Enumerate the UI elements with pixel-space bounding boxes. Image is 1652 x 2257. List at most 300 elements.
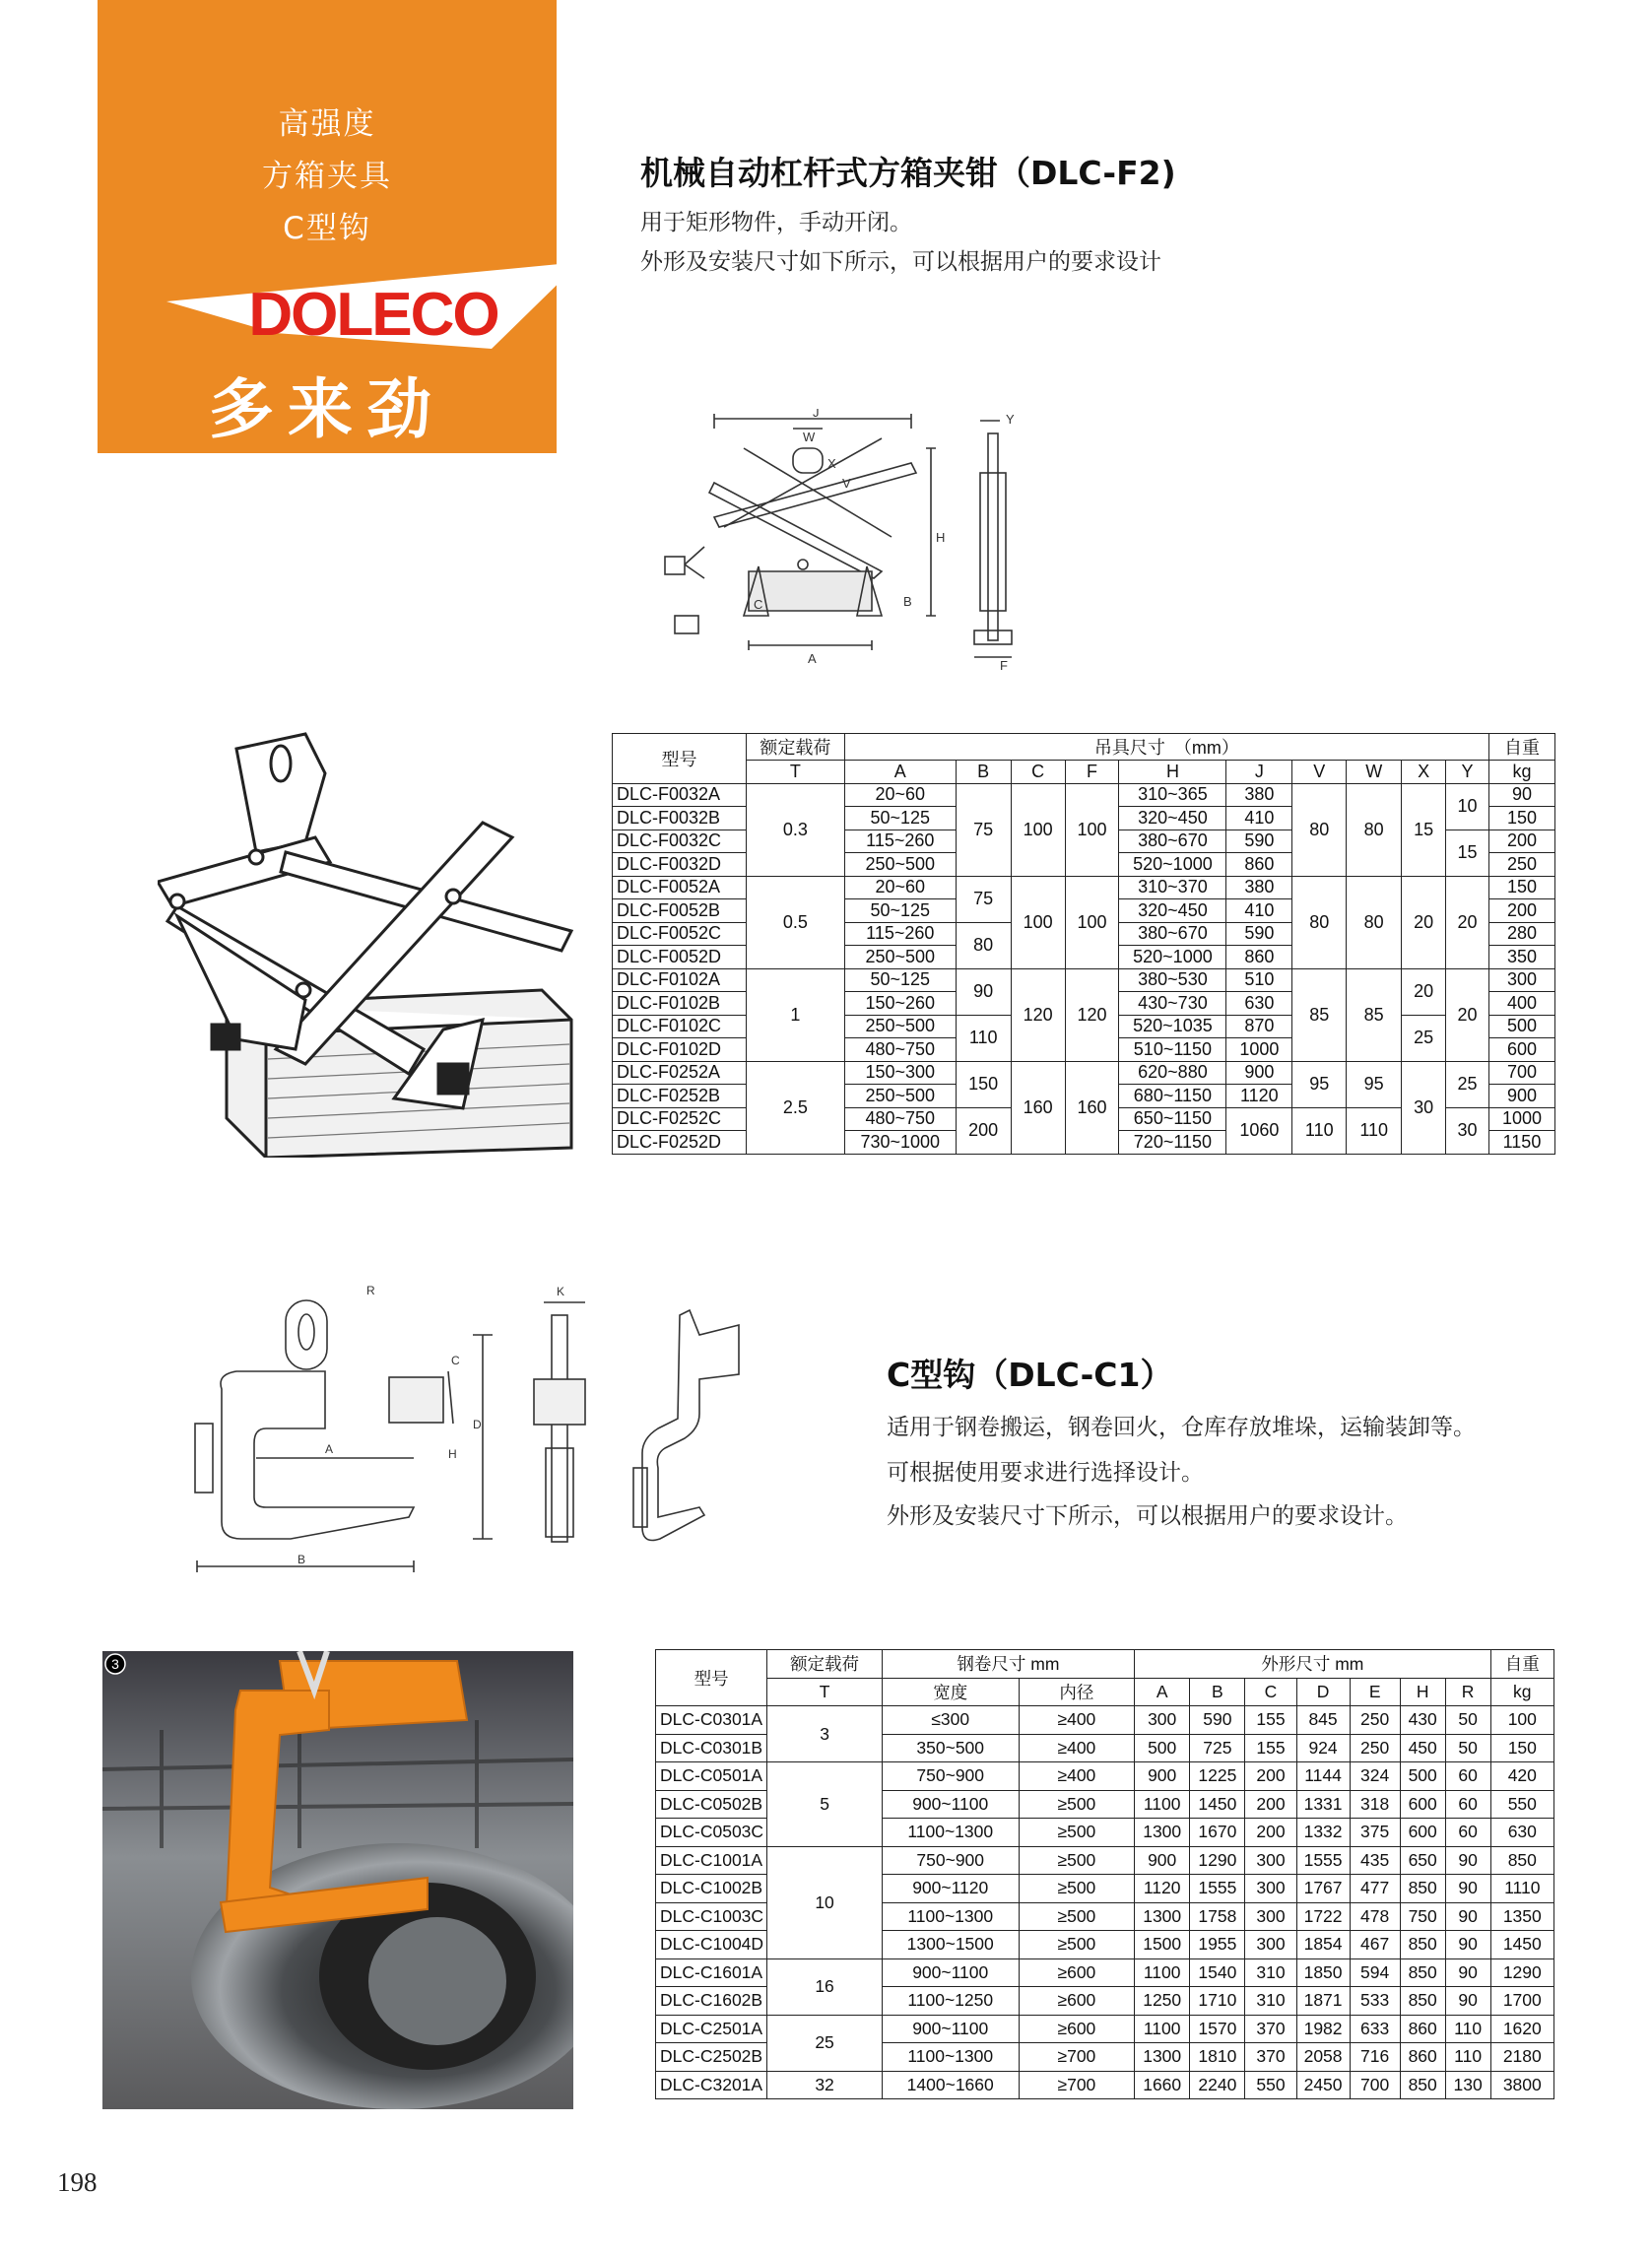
header-unit-kg: kg <box>1490 1678 1553 1706</box>
table-cell: 620~880 <box>1119 1061 1226 1085</box>
table-cell: ≤300 <box>882 1706 1019 1735</box>
table-cell: 300 <box>1245 1875 1296 1903</box>
table-cell: 200 <box>1245 1790 1296 1819</box>
table-cell: 1100 <box>1135 2015 1190 2043</box>
header-weight: 自重 <box>1490 1650 1553 1679</box>
table-cell: 60 <box>1445 1819 1490 1847</box>
table-cell: 600 <box>1400 1819 1445 1847</box>
header-unit-kg: kg <box>1488 761 1554 784</box>
model-cell: DLC-C3201A <box>656 2071 767 2099</box>
table-header-row <box>613 734 1555 761</box>
table-cell: 1450 <box>1190 1790 1245 1819</box>
weight-cell: 700 <box>1488 1061 1554 1085</box>
header-unit-t: T <box>746 761 844 784</box>
table-cell: 1225 <box>1190 1762 1245 1791</box>
c1-label-a: A <box>325 1442 334 1456</box>
model-cell: DLC-C1602B <box>656 1987 767 2016</box>
model-cell: DLC-C0301A <box>656 1706 767 1735</box>
table-cell: 520~1000 <box>1119 946 1226 969</box>
table-cell: 200 <box>1245 1819 1296 1847</box>
table-cell: 860 <box>1226 946 1292 969</box>
load-cell: 2.5 <box>746 1061 844 1154</box>
table-cell: 850 <box>1400 1931 1445 1959</box>
table-cell: 500 <box>1400 1762 1445 1791</box>
table-cell: 2450 <box>1296 2071 1350 2099</box>
category-line-2: 方箱夹具 <box>262 159 392 194</box>
table-cell: 850 <box>1400 2071 1445 2099</box>
table-cell: 130 <box>1445 2071 1490 2099</box>
weight-cell: 1290 <box>1490 1958 1553 1987</box>
header-col: B <box>956 761 1011 784</box>
header-col: H <box>1119 761 1226 784</box>
table-cell: 50~125 <box>844 968 956 992</box>
table-cell: 480~750 <box>844 1038 956 1062</box>
table-cell: 320~450 <box>1119 807 1226 830</box>
table-cell: 600 <box>1400 1790 1445 1819</box>
load-cell: 0.5 <box>746 876 844 968</box>
table-cell: 155 <box>1245 1734 1296 1762</box>
table-cell: 590 <box>1226 830 1292 853</box>
table-cell: 90 <box>1445 1875 1490 1903</box>
table-cell: 250~500 <box>844 1015 956 1038</box>
table-cell: 30 <box>1402 1061 1446 1154</box>
weight-cell: 400 <box>1488 992 1554 1016</box>
label-v: V <box>842 476 851 491</box>
table-cell: 900~1120 <box>882 1875 1019 1903</box>
table-cell: 100 <box>1065 783 1119 876</box>
table-cell: 250~500 <box>844 946 956 969</box>
table-cell: 85 <box>1347 968 1402 1061</box>
section-f2-desc2: 外形及安装尺寸如下所示，可以根据用户的要求设计 <box>640 249 1161 275</box>
table-cell: 1955 <box>1190 1931 1245 1959</box>
table-cell: 1100~1300 <box>882 1902 1019 1931</box>
table-cell: 250~500 <box>844 853 956 877</box>
table-cell: 90 <box>1445 1931 1490 1959</box>
table-cell: 716 <box>1350 2043 1400 2072</box>
table-cell: ≥400 <box>1019 1762 1134 1791</box>
model-cell: DLC-F0102A <box>613 968 747 992</box>
table-cell: 1850 <box>1296 1958 1350 1987</box>
table-cell: ≥400 <box>1019 1706 1134 1735</box>
load-cell: 10 <box>767 1846 882 1958</box>
table-cell: 630 <box>1226 992 1292 1016</box>
label-c: C <box>754 597 763 612</box>
model-cell: DLC-F0032D <box>613 853 747 877</box>
c1-label-h: H <box>448 1447 457 1461</box>
header-weight: 自重 <box>1488 734 1554 761</box>
table-cell: 850 <box>1400 1987 1445 2016</box>
c1-hook-photo <box>102 1651 573 2109</box>
section-c1-desc3: 外形及安装尺寸下所示，可以根据用户的要求设计。 <box>887 1503 1408 1529</box>
label-j: J <box>813 409 820 420</box>
model-cell: DLC-C1001A <box>656 1846 767 1875</box>
page-number: 198 <box>57 2167 98 2197</box>
model-cell: DLC-C0503C <box>656 1819 767 1847</box>
table-cell: 1100 <box>1135 1958 1190 1987</box>
table-cell: 1722 <box>1296 1902 1350 1931</box>
table-cell: 1144 <box>1296 1762 1350 1791</box>
table-cell: 550 <box>1245 2071 1296 2099</box>
table-cell: 20 <box>1402 876 1446 968</box>
model-cell: DLC-F0102D <box>613 1038 747 1062</box>
header-col: Y <box>1446 761 1489 784</box>
weight-cell: 1350 <box>1490 1902 1553 1931</box>
photo-badge: 3 <box>111 1656 119 1672</box>
table-cell: 75 <box>956 876 1011 922</box>
table-cell: ≥500 <box>1019 1819 1134 1847</box>
table-cell: 95 <box>1292 1061 1347 1107</box>
table-cell: 115~260 <box>844 830 956 853</box>
f2-clamp-illustration <box>158 724 611 1158</box>
weight-cell: 300 <box>1488 968 1554 992</box>
table-cell: 100 <box>1011 783 1065 876</box>
model-cell: DLC-F0252B <box>613 1085 747 1108</box>
table-cell: 594 <box>1350 1958 1400 1987</box>
table-cell: 160 <box>1065 1061 1119 1154</box>
table-cell: 725 <box>1190 1734 1245 1762</box>
table-cell: 25 <box>1446 1061 1489 1107</box>
load-cell: 3 <box>767 1706 882 1762</box>
f2-dimension-drawing <box>645 409 1039 675</box>
weight-cell: 150 <box>1490 1734 1553 1762</box>
table-cell: 1100~1250 <box>882 1987 1019 2016</box>
table-cell: 300 <box>1245 1902 1296 1931</box>
table-cell: 90 <box>1445 1846 1490 1875</box>
table-cell: 430~730 <box>1119 992 1226 1016</box>
header-col: F <box>1065 761 1119 784</box>
table-cell: ≥500 <box>1019 1790 1134 1819</box>
header-col: W <box>1347 761 1402 784</box>
table-header-row <box>656 1650 1554 1679</box>
table-cell: 650~1150 <box>1119 1107 1226 1131</box>
table-cell: 375 <box>1350 1819 1400 1847</box>
label-x: X <box>827 456 836 471</box>
c1-label-c: C <box>451 1354 460 1367</box>
model-cell: DLC-C1003C <box>656 1902 767 1931</box>
weight-cell: 1110 <box>1490 1875 1553 1903</box>
table-cell: 500 <box>1135 1734 1190 1762</box>
table-cell: 680~1150 <box>1119 1085 1226 1108</box>
table-cell: 450 <box>1400 1734 1445 1762</box>
table-cell: 1300 <box>1135 1819 1190 1847</box>
table-cell: 1332 <box>1296 1819 1350 1847</box>
weight-cell: 850 <box>1490 1846 1553 1875</box>
table-cell: 435 <box>1350 1846 1400 1875</box>
table-cell: 200 <box>956 1107 1011 1154</box>
weight-cell: 350 <box>1488 946 1554 969</box>
table-cell: 860 <box>1400 2015 1445 2043</box>
table-cell: 110 <box>1347 1107 1402 1154</box>
table-cell: 1982 <box>1296 2015 1350 2043</box>
table-cell: 115~260 <box>844 922 956 946</box>
table-cell: 200 <box>1245 1762 1296 1791</box>
table-cell: ≥500 <box>1019 1846 1134 1875</box>
table-cell: 310 <box>1245 1958 1296 1987</box>
model-cell: DLC-F0052D <box>613 946 747 969</box>
table-cell: 85 <box>1292 968 1347 1061</box>
table-cell: 300 <box>1245 1846 1296 1875</box>
table-cell: 120 <box>1065 968 1119 1061</box>
table-cell: 60 <box>1445 1762 1490 1791</box>
model-cell: DLC-F0252C <box>613 1107 747 1131</box>
table-cell: 850 <box>1400 1875 1445 1903</box>
section-f2-desc1: 用于矩形物件，手动开闭。 <box>640 210 912 235</box>
table-cell: 900 <box>1226 1061 1292 1085</box>
table-cell: 25 <box>1402 1015 1446 1061</box>
table-cell: 80 <box>1292 876 1347 968</box>
weight-cell: 600 <box>1488 1038 1554 1062</box>
header-col: C <box>1011 761 1065 784</box>
table-cell: 900~1100 <box>882 2015 1019 2043</box>
c1-label-r: R <box>366 1284 375 1297</box>
table-cell: 1100 <box>1135 1790 1190 1819</box>
table-cell: 1331 <box>1296 1790 1350 1819</box>
table-cell: 110 <box>1292 1107 1347 1154</box>
table-cell: 1758 <box>1190 1902 1245 1931</box>
header-load: 额定载荷 <box>746 734 844 761</box>
table-cell: 1555 <box>1190 1875 1245 1903</box>
table-row <box>656 1846 1554 1875</box>
table-cell: 1570 <box>1190 2015 1245 2043</box>
header-unit-t: T <box>767 1678 882 1706</box>
table-cell: 10 <box>1446 783 1489 830</box>
section-c1-desc2: 可根据使用要求进行选择设计。 <box>887 1460 1204 1486</box>
weight-cell: 1450 <box>1490 1931 1553 1959</box>
table-cell: 310 <box>1245 1987 1296 2016</box>
table-cell: 1120 <box>1226 1085 1292 1108</box>
table-cell: 80 <box>956 922 1011 968</box>
header-col: X <box>1402 761 1446 784</box>
brand-panel <box>98 0 557 453</box>
table-cell: 750 <box>1400 1902 1445 1931</box>
table-cell: 20 <box>1402 968 1446 1015</box>
header-col: V <box>1292 761 1347 784</box>
model-cell: DLC-C0502B <box>656 1790 767 1819</box>
table-cell: 467 <box>1350 1931 1400 1959</box>
model-cell: DLC-C2501A <box>656 2015 767 2043</box>
table-cell: 60 <box>1445 1790 1490 1819</box>
weight-cell: 1000 <box>1488 1107 1554 1131</box>
table-cell: 1670 <box>1190 1819 1245 1847</box>
table-cell: 700 <box>1350 2071 1400 2099</box>
weight-cell: 1150 <box>1488 1131 1554 1155</box>
weight-cell: 3800 <box>1490 2071 1553 2099</box>
label-w: W <box>803 430 816 444</box>
header-model: 型号 <box>656 1650 767 1706</box>
model-cell: DLC-F0052A <box>613 876 747 899</box>
header-col: J <box>1226 761 1292 784</box>
weight-cell: 100 <box>1490 1706 1553 1735</box>
weight-cell: 150 <box>1488 876 1554 899</box>
weight-cell: 630 <box>1490 1819 1553 1847</box>
table-cell: 15 <box>1446 830 1489 876</box>
header-col: C <box>1245 1678 1296 1706</box>
header-coil: 钢卷尺寸 mm <box>882 1650 1134 1679</box>
doleco-logo-icon <box>166 258 580 349</box>
section-f2-title: 机械自动杠杆式方箱夹钳（DLC-F2) <box>640 154 1176 192</box>
model-cell: DLC-C1601A <box>656 1958 767 1987</box>
table-cell: 520~1000 <box>1119 853 1226 877</box>
c1-label-k: K <box>557 1285 565 1298</box>
header-col: D <box>1296 1678 1350 1706</box>
table-cell: 1300 <box>1135 2043 1190 2072</box>
model-cell: DLC-C0301B <box>656 1734 767 1762</box>
model-cell: DLC-C0501A <box>656 1762 767 1791</box>
table-cell: 380~670 <box>1119 922 1226 946</box>
table-header-row <box>656 1678 1554 1706</box>
table-row <box>656 2015 1554 2043</box>
table-cell: 150~260 <box>844 992 956 1016</box>
c1-label-d: D <box>473 1418 482 1431</box>
table-cell: 120 <box>1011 968 1065 1061</box>
table-cell: ≥600 <box>1019 1987 1134 2016</box>
table-cell: 80 <box>1347 876 1402 968</box>
table-cell: 150 <box>956 1061 1011 1107</box>
table-cell: 870 <box>1226 1015 1292 1038</box>
label-h: H <box>936 530 946 545</box>
model-cell: DLC-F0052C <box>613 922 747 946</box>
table-cell: 590 <box>1190 1706 1245 1735</box>
table-cell: 1540 <box>1190 1958 1245 1987</box>
table-cell: 310~370 <box>1119 876 1226 899</box>
table-cell: 590 <box>1226 922 1292 946</box>
table-cell: 1400~1660 <box>882 2071 1019 2099</box>
table-cell: 20~60 <box>844 876 956 899</box>
table-cell: 250 <box>1350 1734 1400 1762</box>
header-width: 宽度 <box>882 1678 1019 1706</box>
model-cell: DLC-F0252D <box>613 1131 747 1155</box>
table-cell: 1100~1300 <box>882 2043 1019 2072</box>
header-inner: 内径 <box>1019 1678 1134 1706</box>
table-cell: 900 <box>1135 1762 1190 1791</box>
table-cell: 1100~1300 <box>882 1819 1019 1847</box>
table-cell: 477 <box>1350 1875 1400 1903</box>
table-cell: 1871 <box>1296 1987 1350 2016</box>
table-row <box>613 1061 1555 1085</box>
table-cell: ≥700 <box>1019 2071 1134 2099</box>
weight-cell: 90 <box>1488 783 1554 807</box>
table-cell: 80 <box>1347 783 1402 876</box>
load-cell: 32 <box>767 2071 882 2099</box>
table-row <box>656 2071 1554 2099</box>
category-line-1: 高强度 <box>278 106 376 142</box>
table-cell: 380 <box>1226 876 1292 899</box>
table-cell: 160 <box>1011 1061 1065 1154</box>
weight-cell: 200 <box>1488 899 1554 923</box>
table-cell: 720~1150 <box>1119 1131 1226 1155</box>
model-cell: DLC-C2502B <box>656 2043 767 2072</box>
header-col: A <box>844 761 956 784</box>
table-cell: 1000 <box>1226 1038 1292 1062</box>
table-cell: 1660 <box>1135 2071 1190 2099</box>
table-cell: 50 <box>1445 1734 1490 1762</box>
table-row <box>613 783 1555 807</box>
header-col: E <box>1350 1678 1400 1706</box>
table-row <box>613 968 1555 992</box>
header-load: 额定载荷 <box>767 1650 882 1679</box>
header-outer: 外形尺寸 mm <box>1135 1650 1490 1679</box>
table-cell: 20 <box>1446 876 1489 968</box>
table-cell: 380~530 <box>1119 968 1226 992</box>
table-cell: 318 <box>1350 1790 1400 1819</box>
table-cell: 480~750 <box>844 1107 956 1131</box>
label-a: A <box>808 651 817 666</box>
weight-cell: 1620 <box>1490 2015 1553 2043</box>
weight-cell: 250 <box>1488 853 1554 877</box>
table-cell: 510~1150 <box>1119 1038 1226 1062</box>
table-cell: 2240 <box>1190 2071 1245 2099</box>
table-cell: 1500 <box>1135 1931 1190 1959</box>
load-cell: 5 <box>767 1762 882 1847</box>
label-b: B <box>903 594 912 609</box>
header-col: H <box>1400 1678 1445 1706</box>
table-cell: 20~60 <box>844 783 956 807</box>
header-model: 型号 <box>613 734 747 784</box>
model-cell: DLC-F0252A <box>613 1061 747 1085</box>
table-cell: 300 <box>1245 1931 1296 1959</box>
table-cell: 380 <box>1226 783 1292 807</box>
table-cell: 110 <box>1445 2015 1490 2043</box>
model-cell: DLC-C1004D <box>656 1931 767 1959</box>
table-cell: 750~900 <box>882 1762 1019 1791</box>
category-line-3: C型钩 <box>283 211 371 246</box>
table-cell: 1810 <box>1190 2043 1245 2072</box>
table-cell: 110 <box>1445 2043 1490 2072</box>
table-cell: 845 <box>1296 1706 1350 1735</box>
model-cell: DLC-F0032A <box>613 783 747 807</box>
table-cell: 730~1000 <box>844 1131 956 1155</box>
weight-cell: 420 <box>1490 1762 1553 1791</box>
table-cell: 110 <box>956 1015 1011 1061</box>
table-row <box>656 1762 1554 1791</box>
table-cell: 95 <box>1347 1061 1402 1107</box>
table-row <box>656 1706 1554 1735</box>
table-cell: 410 <box>1226 899 1292 923</box>
table-cell: 300 <box>1135 1706 1190 1735</box>
model-cell: DLC-F0032C <box>613 830 747 853</box>
weight-cell: 1700 <box>1490 1987 1553 2016</box>
table-cell: 900~1100 <box>882 1958 1019 1987</box>
table-row <box>656 1958 1554 1987</box>
header-dims: 吊具尺寸 （mm） <box>844 734 1488 761</box>
table-cell: 860 <box>1400 2043 1445 2072</box>
table-cell: 324 <box>1350 1762 1400 1791</box>
table-row <box>613 876 1555 899</box>
table-cell: 90 <box>956 968 1011 1015</box>
table-cell: ≥500 <box>1019 1931 1134 1959</box>
logo-text: DOLECO <box>248 281 498 349</box>
table-cell: 1555 <box>1296 1846 1350 1875</box>
section-c1-desc1: 适用于钢卷搬运，钢卷回火，仓库存放堆垛，运输装卸等。 <box>887 1415 1476 1440</box>
header-col: A <box>1135 1678 1190 1706</box>
model-cell: DLC-F0032B <box>613 807 747 830</box>
brand-name-cn: 多来劲 <box>209 371 445 447</box>
section-c1-title: C型钩（DLC-C1） <box>887 1356 1173 1394</box>
table-cell: ≥500 <box>1019 1875 1134 1903</box>
weight-cell: 900 <box>1488 1085 1554 1108</box>
c1-dimension-drawing <box>187 1281 798 1586</box>
table-cell: 250~500 <box>844 1085 956 1108</box>
load-cell: 1 <box>746 968 844 1061</box>
weight-cell: 280 <box>1488 922 1554 946</box>
table-cell: 90 <box>1445 1958 1490 1987</box>
table-cell: 1300 <box>1135 1902 1190 1931</box>
table-cell: 900~1100 <box>882 1790 1019 1819</box>
table-cell: 924 <box>1296 1734 1350 1762</box>
table-cell: 410 <box>1226 807 1292 830</box>
table-cell: 1854 <box>1296 1931 1350 1959</box>
table-cell: 150~300 <box>844 1061 956 1085</box>
